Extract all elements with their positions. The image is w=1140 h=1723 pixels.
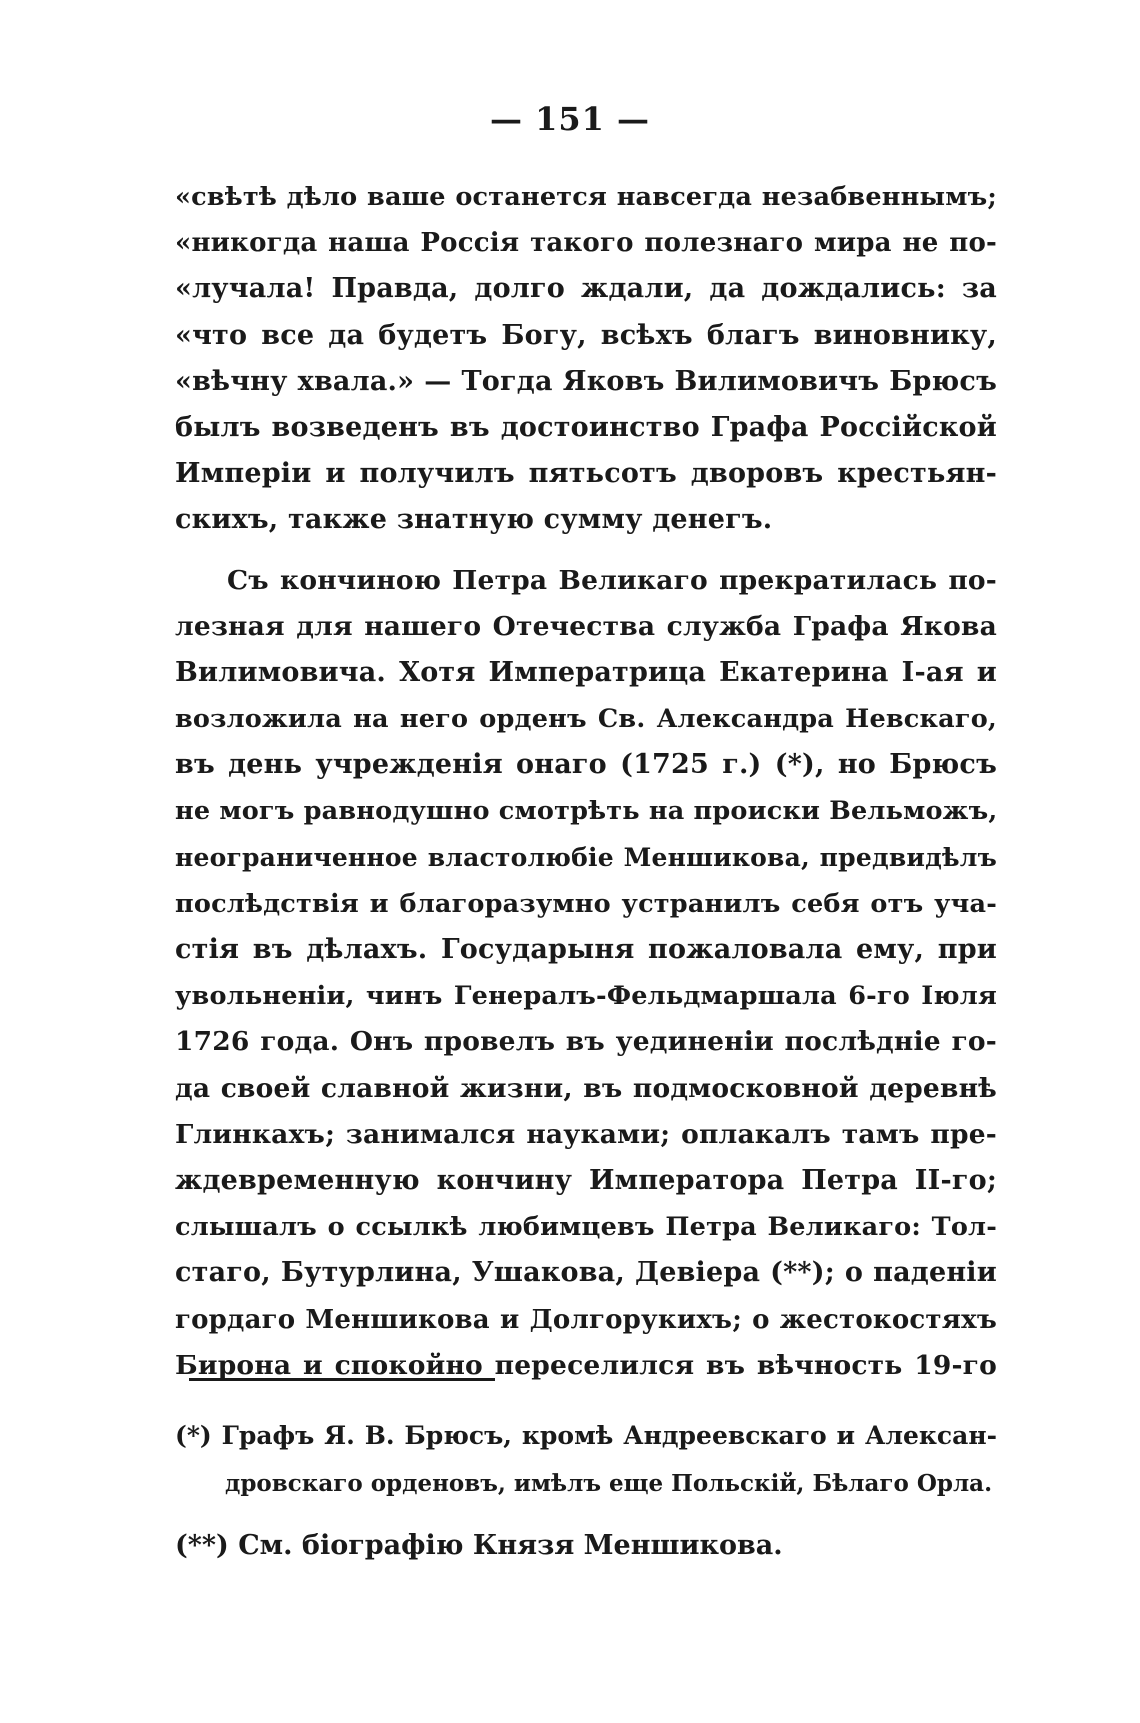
text-line: ждевременную кончину Императора Петра II-го; bbox=[175, 1164, 997, 1196]
text-line: слышалъ о ссылкѣ любимцевъ Петра Великаго: Тол- bbox=[175, 1212, 997, 1243]
text-line: «что все да будетъ Богу, всѣхъ благъ виновнику, bbox=[175, 319, 997, 351]
text-line: лезная для нашего Отечества служба Графа Якова bbox=[175, 610, 997, 642]
footnote-separator bbox=[189, 1378, 495, 1381]
footnotes bbox=[175, 1412, 997, 1570]
text-line: Имперіи и получилъ пятьсотъ дворовъ крестьян- bbox=[175, 458, 997, 490]
text-line: неограниченное властолюбіе Меншикова, предвидѣлъ bbox=[175, 842, 997, 872]
text-line: стаго, Бутурлина, Ушакова, Девіера (**); о паденіи bbox=[175, 1257, 997, 1289]
text-line: увольненіи, чинъ Генералъ-Фельдмаршала 6-го Іюля bbox=[175, 981, 997, 1012]
text-line: Съ кончиною Петра Великаго прекратилась по- bbox=[227, 564, 997, 596]
text-line: былъ возведенъ въ достоинство Графа Россійской bbox=[175, 411, 997, 443]
text-line: «свѣтѣ дѣло ваше останется навсегда незабвеннымъ; bbox=[175, 182, 997, 212]
footnote-gap bbox=[175, 1508, 997, 1522]
text-line: послѣдствія и благоразумно устранилъ себя отъ уча- bbox=[175, 888, 997, 919]
text-line: Глинкахъ; занимался науками; оплакалъ тамъ пре- bbox=[175, 1118, 997, 1150]
text-line: въ день учрежденія онаго (1725 г.) (*), но Брюсъ bbox=[175, 749, 997, 781]
text-line: стія въ дѣлахъ. Государыня пожаловала ему, при bbox=[175, 934, 997, 965]
text-line: не могъ равнодушно смотрѣть на происки Вельможъ, bbox=[175, 796, 998, 827]
text-line: скихъ, также знатную сумму денегъ. bbox=[175, 504, 773, 536]
text-line: «лучала! Правда, долго ждали, да дождались: за bbox=[175, 273, 997, 305]
text-line: «никогда наша Россія такого полезнаго мира не по- bbox=[175, 228, 997, 259]
text-line: «вѣчну хвала.» — Тогда Яковъ Вилимовичъ Брюсъ bbox=[175, 365, 997, 397]
text-line: Бирона и спокойно переселился въ вѣчность 19-го bbox=[175, 1349, 997, 1381]
text-line: возложила на него орденъ Св. Александра Невскаго, bbox=[175, 704, 997, 735]
footnote-line: (*) Графъ Я. В. Брюсъ, кромѣ Андреевскаго и Алексан- bbox=[175, 1421, 997, 1450]
text-line: 1726 года. Онъ провелъ въ уединеніи послѣдніе го- bbox=[175, 1026, 997, 1058]
paragraph-gap bbox=[175, 544, 997, 558]
page-number: — 151 — bbox=[489, 100, 651, 138]
text-line: гордаго Меншикова и Долгорукихъ; о жестокостяхъ bbox=[175, 1304, 997, 1335]
text-line: Вилимовича. Хотя Императрица Екатерина I-ая и bbox=[175, 656, 997, 688]
footnote-line: дровскаго орденовъ, имѣлъ еще Польскій, Бѣлаго Орла. bbox=[225, 1470, 993, 1497]
body-text bbox=[175, 174, 997, 1389]
footnote-line: (**) См. біографію Князя Меншикова. bbox=[175, 1530, 783, 1561]
text-line: да своей славной жизни, въ подмосковной деревнѣ bbox=[175, 1072, 997, 1104]
